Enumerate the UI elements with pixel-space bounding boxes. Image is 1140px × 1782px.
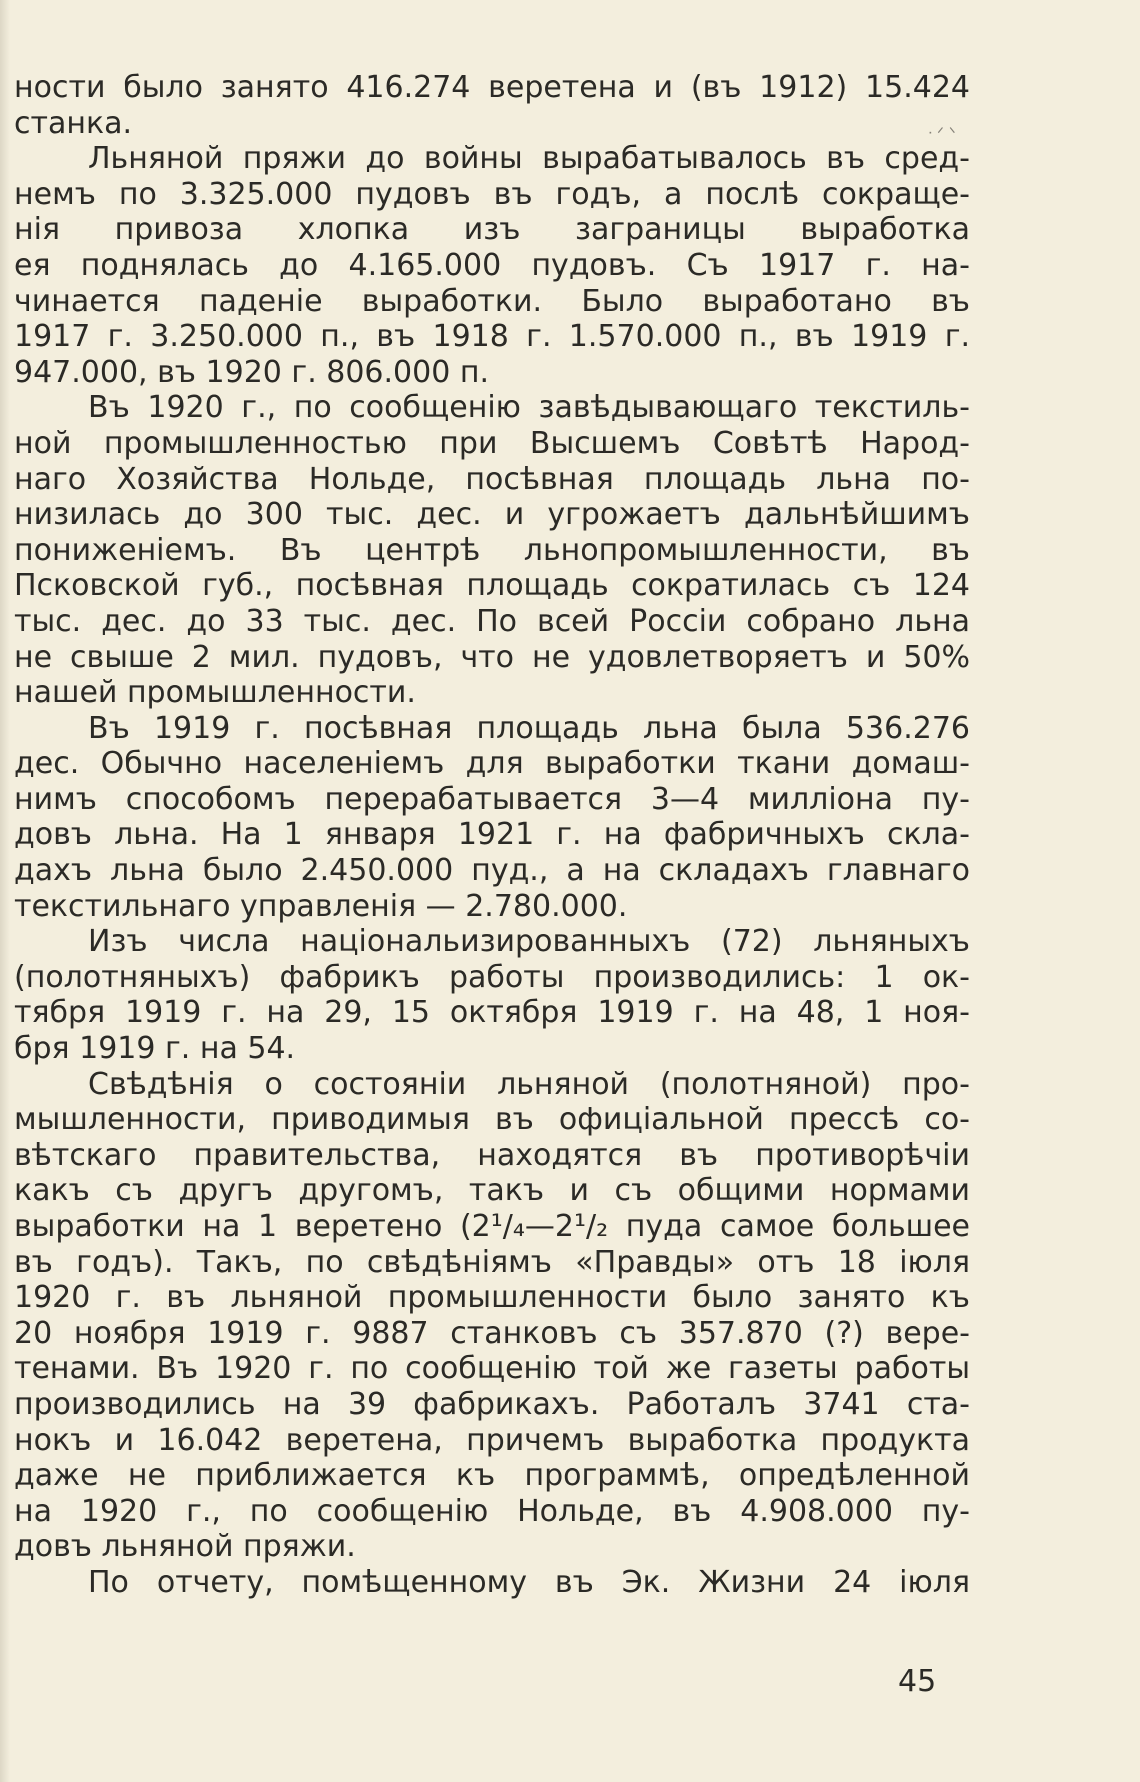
text-line: 1920 г. въ льняной промышленности было занято къ: [14, 1280, 970, 1316]
text-line: нія привоза хлопка изъ заграницы выработка: [14, 212, 970, 248]
text-line: 1917 г. 3.250.000 п., въ 1918 г. 1.570.000 п., въ 1919 г.: [14, 319, 970, 355]
text-line: не свыше 2 мил. пудовъ, что не удовлетворяетъ и 50%: [14, 639, 970, 675]
text-line: дес. Обычно населеніемъ для выработки ткани домаш-: [14, 746, 970, 782]
text-line: какъ съ другъ другомъ, такъ и съ общими нормами: [14, 1173, 970, 1209]
text-line: станка.: [14, 105, 133, 141]
print-mark: ᐧ ᐟ ᐠ: [928, 124, 956, 143]
text-line: 20 ноября 1919 г. 9887 станковъ съ 357.870 (?) вере-: [14, 1315, 970, 1351]
text-line: нокъ и 16.042 веретена, причемъ выработка продукта: [14, 1422, 970, 1458]
page-edge-shadow: [0, 0, 10, 1782]
text-line: чинается паденіе выработки. Было выработано въ: [14, 283, 970, 319]
page-number: 45: [898, 1664, 937, 1699]
text-line: наго Хозяйства Нольде, посѣвная площадь льна по-: [14, 461, 970, 497]
body-text: [14, 70, 970, 1601]
text-line: По отчету, помѣщенному въ Эк. Жизни 24 іюля: [88, 1564, 970, 1600]
text-line: нимъ способомъ перерабатывается 3—4 милліона пу-: [14, 781, 970, 817]
text-line: ности было занято 416.274 веретена и (въ 1912) 15.424: [14, 70, 970, 105]
text-line: 947.000, въ 1920 г. 806.000 п.: [14, 354, 490, 390]
text-line: немъ по 3.325.000 пудовъ въ годъ, а послѣ сокраще-: [14, 176, 970, 212]
text-line: тенами. Въ 1920 г. по сообщенію той же газеты работы: [14, 1351, 970, 1387]
text-line: (полотняныхъ) фабрикъ работы производились: 1 ок-: [14, 959, 970, 995]
text-line: довъ льна. На 1 января 1921 г. на фабричныхъ скла-: [14, 817, 970, 853]
text-line: нашей промышленности.: [14, 675, 416, 711]
text-line: низилась до 300 тыс. дес. и угрожаетъ дальнѣйшимъ: [14, 497, 970, 533]
text-line: выработки на 1 веретено (2¹/₄—2¹/₂ пуда самое большее: [14, 1209, 970, 1244]
text-line: производились на 39 фабрикахъ. Работалъ 3741 ста-: [14, 1386, 970, 1422]
text-line: Изъ числа національизированныхъ (72) льняныхъ: [88, 924, 970, 960]
text-line: бря 1919 г. на 54.: [14, 1031, 296, 1067]
text-line: Свѣдѣнія о состояніи льняной (полотняной) про-: [88, 1066, 970, 1102]
text-line: на 1920 г., по сообщенію Нольде, въ 4.908.000 пу-: [14, 1493, 970, 1529]
text-line: пониженіемъ. Въ центрѣ льнопромышленности, въ: [14, 532, 970, 568]
text-line: Псковской губ., посѣвная площадь сократилась съ 124: [14, 568, 970, 604]
text-line: тября 1919 г. на 29, 15 октября 1919 г. на 48, 1 ноя-: [14, 995, 970, 1031]
text-line: вѣтскаго правительства, находятся въ противорѣчіи: [14, 1137, 970, 1173]
text-line: текстильнаго управленія — 2.780.000.: [14, 888, 628, 924]
text-line: Въ 1919 г. посѣвная площадь льна была 536.276: [88, 710, 970, 746]
text-line: Въ 1920 г., по сообщенію завѣдывающаго текстиль-: [88, 390, 970, 426]
text-line: тыс. дес. до 33 тыс. дес. По всей Россіи собрано льна: [14, 603, 970, 639]
text-line: ея поднялась до 4.165.000 пудовъ. Съ 1917 г. на-: [14, 247, 970, 283]
text-line: ной промышленностью при Высшемъ Совѣтѣ Народ-: [14, 425, 970, 461]
text-line: въ годъ). Такъ, по свѣдѣніямъ «Правды» отъ 18 іюля: [14, 1244, 970, 1280]
text-line: Льняной пряжи до войны вырабатывалось въ сред-: [88, 141, 970, 177]
text-line: дахъ льна было 2.450.000 пуд., а на складахъ главнаго: [14, 853, 970, 889]
text-line: мышленности, приводимыя въ офиціальной прессѣ со-: [14, 1102, 970, 1138]
text-line: даже не приближается къ программѣ, опредѣленной: [14, 1458, 970, 1494]
text-line: довъ льняной пряжи.: [14, 1529, 356, 1565]
